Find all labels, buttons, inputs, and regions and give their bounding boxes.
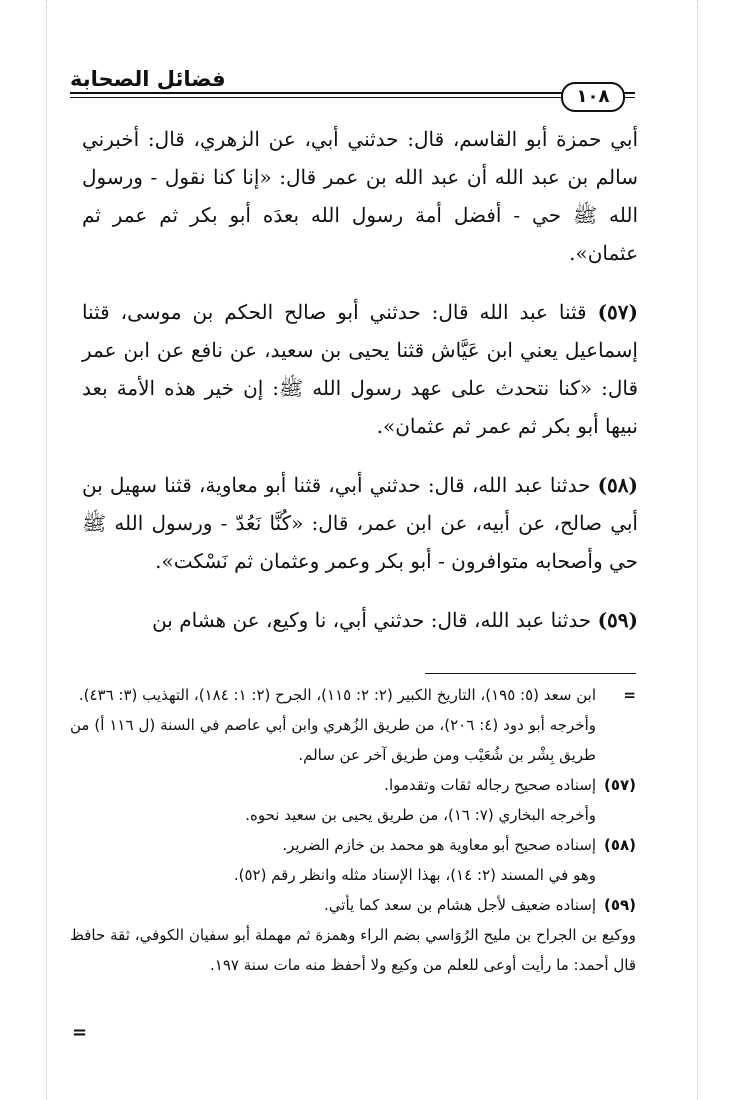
paragraph-text: أبي حمزة أبو القاسم، قال: حدثني أبي، عن الزهري، قال: أخبرني سالم بن عبد الله أن عبد الله بن عمر قال: «إنا كنا نقول - ورسول الله ﷺ حي - أفضل أمة رسول الله بعدَه أبو بكر ثم عمر ثم عثمان». bbox=[82, 127, 638, 265]
footnote-text: وأخرجه البخاري (٧: ١٦)، من طريق يحيى بن سعيد نحوه. bbox=[245, 806, 596, 824]
footnote-text: ابن سعد (٥: ١٩٥)، التاريخ الكبير (٢: ٢: ١١٥)، الجرح (٢: ١: ١٨٤)، التهذيب (٣: ٤٣٦). bbox=[78, 686, 596, 704]
footnote-number: (٥٨) bbox=[603, 836, 636, 854]
footnotes bbox=[70, 680, 636, 980]
right-edge-guide bbox=[697, 0, 698, 1100]
paragraph-number: (٥٧) bbox=[597, 300, 638, 324]
footnote-row bbox=[70, 830, 636, 860]
footnote-row bbox=[70, 920, 636, 980]
paragraph-text: حدثنا عبد الله، قال: حدثني أبي، نا وكيع، عن هشام بن bbox=[152, 608, 592, 632]
footnote-row bbox=[70, 890, 636, 920]
footnote-text: إسناده صحيح رجاله ثقات وتقدموا. bbox=[384, 776, 596, 794]
footnote-row bbox=[70, 770, 636, 800]
footnote-row bbox=[70, 800, 636, 830]
paragraph-59 bbox=[82, 601, 638, 639]
footnote-continuation-marker: = bbox=[623, 686, 636, 704]
footnote-text: وأخرجه أبو دود (٤: ٢٠٦)، من طريق الزُهري وابن أبي عاصم في السنة (ل ١١٦ أ) من طريق بِشْر بن شُعَيْب ومن طريق آخر عن سالم. bbox=[70, 716, 596, 764]
footnote-row bbox=[70, 680, 636, 710]
footnote-end-continuation-marker: = bbox=[72, 1022, 88, 1043]
footnote-row bbox=[70, 860, 636, 890]
footnote-text: إسناده صحيح أبو معاوية هو محمد بن خازم الضرير. bbox=[282, 836, 596, 854]
footnote-text: إسناده ضعيف لأجل هشام بن سعد كما يأتي. bbox=[324, 896, 596, 914]
paragraph-continuation bbox=[82, 120, 638, 272]
left-edge-guide bbox=[46, 0, 47, 1100]
paragraph-number: (٥٨) bbox=[597, 473, 638, 497]
footnote-number: (٥٩) bbox=[603, 896, 636, 914]
header-rule bbox=[70, 92, 573, 98]
paragraph-text: حدثنا عبد الله، قال: حدثني أبي، قثنا أبو معاوية، قثنا سهيل بن أبي صالح، عن أبيه، عن ابن عمر، قال: «كُنَّا نَعُدّ - ورسول الله ﷺ حي وأصحابه متوافرون - أبو بكر وعمر وعثمان ثم نَسْكت». bbox=[82, 473, 638, 573]
footnote-text: وهو في المسند (٢: ١٤)، بهذا الإسناد مثله وانظر رقم (٥٢). bbox=[233, 866, 596, 884]
footnote-separator bbox=[425, 673, 636, 674]
running-title: فضائل الصحابة bbox=[70, 67, 226, 91]
page-number: ١٠٨ bbox=[561, 82, 625, 112]
paragraph-number: (٥٩) bbox=[597, 608, 638, 632]
footnote-row bbox=[70, 710, 636, 770]
page-header bbox=[70, 62, 635, 112]
main-text bbox=[82, 120, 638, 660]
footnote-text: ووكيع بن الجراح بن مليح الرُوَاسي بضم الراء وهمزة ثم مهملة أبو سفيان الكوفي، ثقة حافظ قال أحمد: ما رأيت أوعى للعلم من وكيع ولا أحفظ منه مات سنة ١٩٧. bbox=[70, 926, 636, 974]
paragraph-text: قثنا عبد الله قال: حدثني أبو صالح الحكم بن موسى، قثنا إسماعيل يعني ابن عَيَّاش قثنا يحيى بن سعيد، عن نافع عن ابن عمر قال: «كنا نتحدث على عهد رسول الله ﷺ: إن خير هذه الأمة بعد نبيها أبو بكر ثم عمر ثم عثمان». bbox=[82, 300, 638, 438]
paragraph-57 bbox=[82, 293, 638, 445]
paragraph-58 bbox=[82, 466, 638, 580]
footnote-number: (٥٧) bbox=[603, 776, 636, 794]
